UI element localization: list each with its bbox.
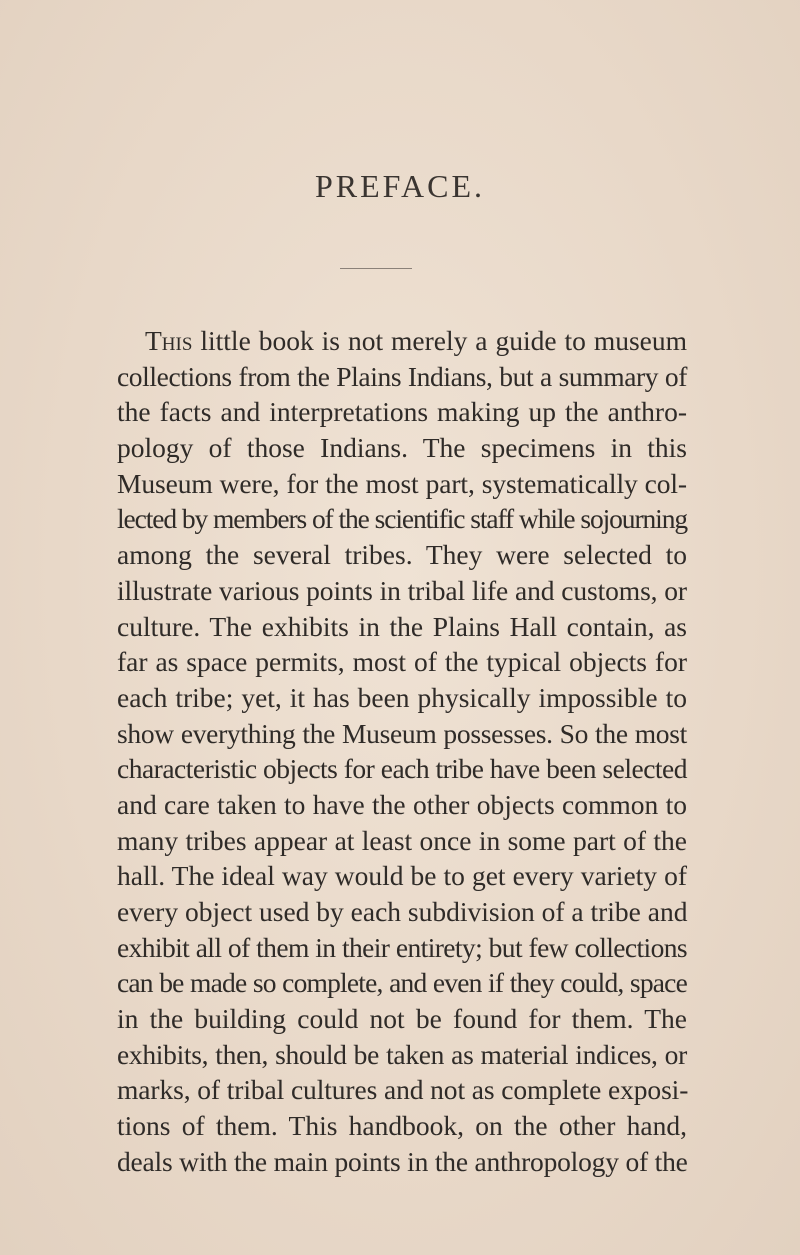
text-line: lected by members of the scientific staff while sojourning xyxy=(117,503,687,535)
text-line: can be made so complete, and even if they could, space xyxy=(117,967,687,999)
preface-paragraph xyxy=(117,323,687,1180)
text-line: the facts and interpretations making up the anthro- xyxy=(117,396,687,428)
text-line: pology of those Indians. The specimens in this xyxy=(117,432,687,464)
text-line: many tribes appear at least once in some part of the xyxy=(117,824,687,856)
text-line: tions of them. This handbook, on the other hand, xyxy=(117,1110,687,1142)
text-line: among the several tribes. They were selected to xyxy=(117,539,687,571)
text-line: show everything the Museum possesses. So the most xyxy=(117,717,687,749)
text-line: exhibits, then, should be taken as material indices, or xyxy=(117,1038,687,1070)
text-line: hall. The ideal way would be to get every variety of xyxy=(117,860,687,892)
text-line: characteristic objects for each tribe have been selected xyxy=(117,753,687,785)
text-line: each tribe; yet, it has been physically impossible to xyxy=(117,681,687,713)
text-line: deals with the main points in the anthropology of the xyxy=(117,1145,688,1177)
text-line: every object used by each subdivision of a tribe and xyxy=(117,896,688,927)
text-line: in the building could not be found for them. The xyxy=(117,1003,687,1035)
lead-word: This xyxy=(145,325,193,356)
text-line: exhibit all of them in their entirety; but few collections xyxy=(117,931,687,963)
title-divider xyxy=(340,268,412,269)
text-line: and care taken to have the other objects common to xyxy=(117,788,687,820)
text-line: culture. The exhibits in the Plains Hall contain, as xyxy=(117,610,687,642)
text-line: marks, of tribal cultures and not as complete exposi- xyxy=(117,1074,689,1106)
page-title: PREFACE. xyxy=(314,168,486,204)
text-line: illustrate various points in tribal life and customs, or xyxy=(117,574,687,606)
text-line xyxy=(117,323,687,359)
text-line: Museum were, for the most part, systematically col- xyxy=(117,467,687,499)
text-line: collections from the Plains Indians, but a summary of xyxy=(117,360,687,392)
text-line: far as space permits, most of the typical objects for xyxy=(117,646,687,678)
line-text: little book is not merely a guide to museum xyxy=(200,325,688,356)
